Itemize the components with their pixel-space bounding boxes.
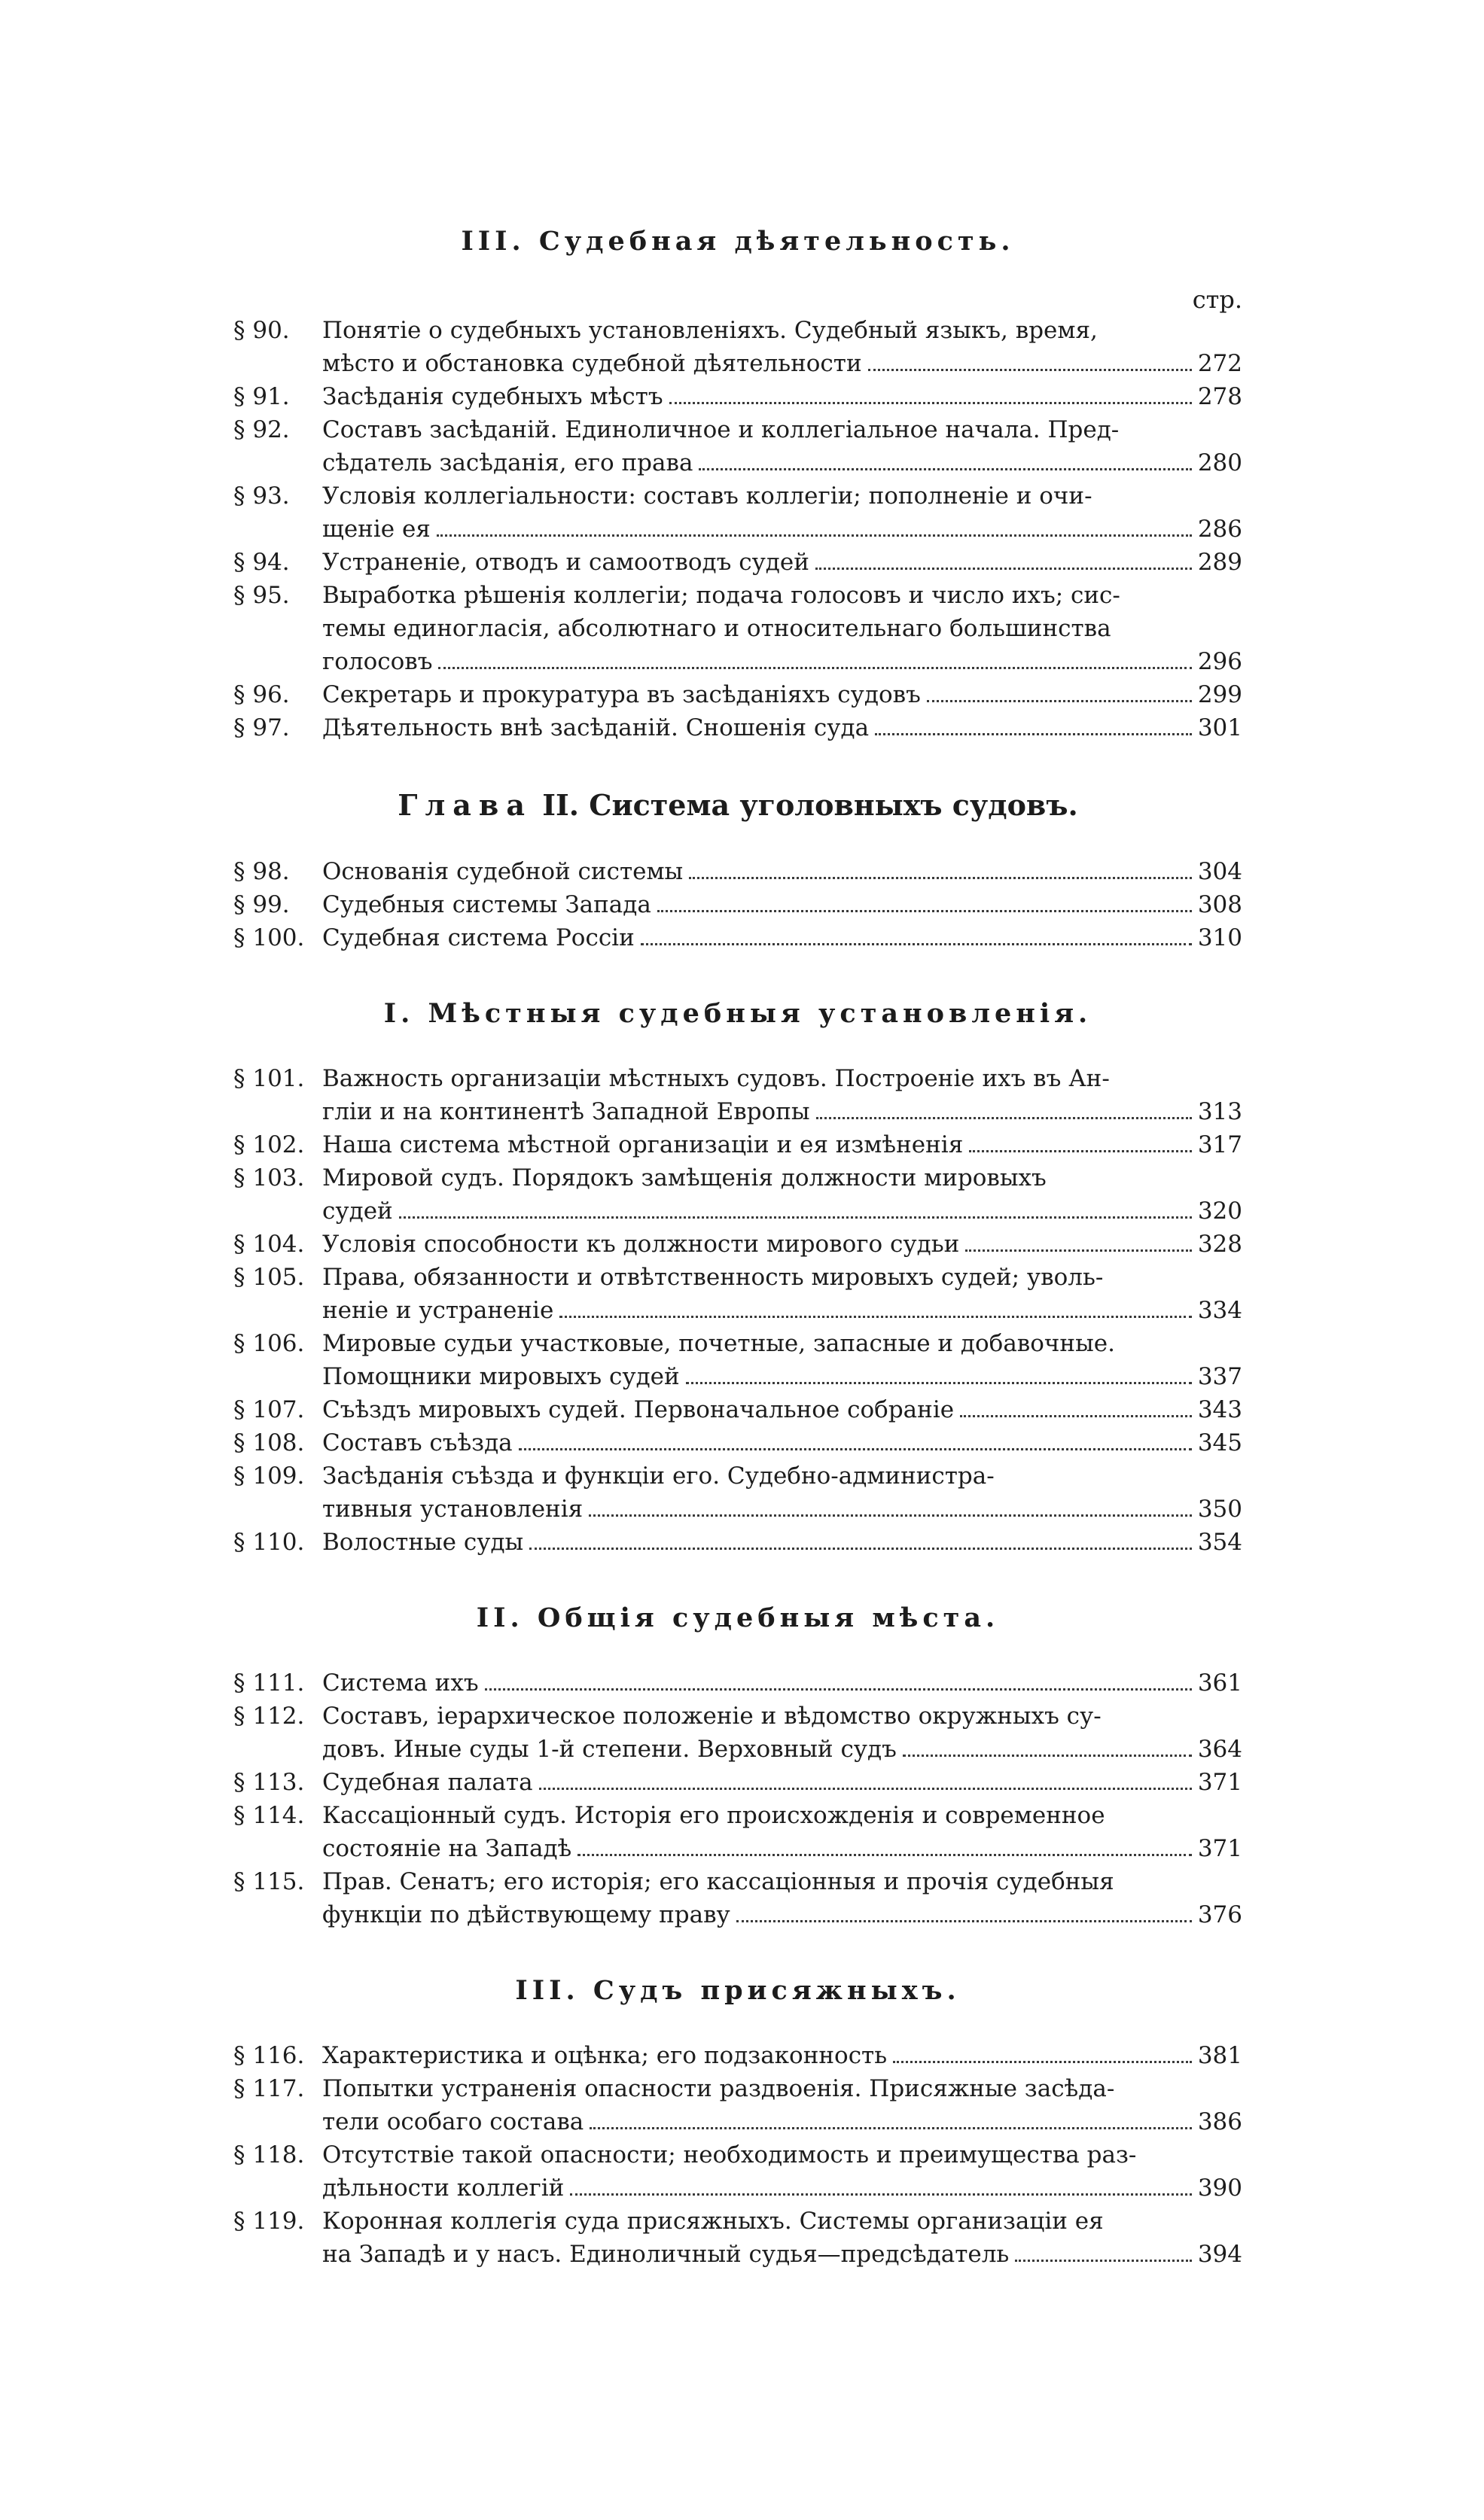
- chapter-label: Глава: [398, 788, 532, 822]
- section-number: § 92.: [233, 416, 290, 443]
- entry-title-text: Засѣданія съѣзда и функціи его. Судебно-администра-: [322, 1462, 995, 1490]
- entry-list: [233, 2039, 1242, 2271]
- entry-title-text: Кассаціонный судъ. Исторія его происхожденія и современное: [322, 1802, 1105, 1829]
- entry-title-text: Попытки устраненія опасности раздвоенія. Присяжные засѣда-: [322, 2075, 1115, 2102]
- section-number: § 110.: [233, 1529, 305, 1556]
- entry-line: [322, 1228, 1242, 1261]
- entry-title-text: Составъ съѣзда: [322, 1429, 513, 1456]
- dot-leader: [960, 1415, 1192, 1417]
- entry-line: [322, 2238, 1242, 2271]
- section-number: § 119.: [233, 2208, 305, 2235]
- page-number: 354: [1197, 1529, 1242, 1556]
- page-number: 296: [1197, 648, 1242, 675]
- entry-line: [322, 888, 1242, 921]
- section-number: § 113.: [233, 1769, 305, 1796]
- entry-line: [322, 855, 1242, 888]
- entry-line: [322, 711, 1242, 744]
- dot-leader: [657, 910, 1192, 912]
- toc-entry: [233, 1426, 1242, 1459]
- entry-body: [322, 855, 1242, 888]
- entry-line: [322, 1666, 1242, 1700]
- toc-entry: [233, 1261, 1242, 1327]
- page-number: 272: [1197, 350, 1242, 377]
- dot-leader: [399, 1216, 1192, 1219]
- entry-body: [322, 380, 1242, 413]
- dot-leader: [529, 1548, 1192, 1550]
- dot-leader: [437, 534, 1192, 537]
- entry-line: [322, 921, 1242, 954]
- entry-title-text: щеніе ея: [322, 516, 431, 543]
- entry-title-text: гліи и на континентѣ Западной Европы: [322, 1098, 810, 1125]
- toc-entry: [233, 1766, 1242, 1799]
- entry-line: [322, 2039, 1242, 2072]
- page-number: 394: [1197, 2241, 1242, 2268]
- entry-body: [322, 2138, 1242, 2205]
- page-number: 390: [1197, 2175, 1242, 2202]
- page-number: 308: [1197, 891, 1242, 918]
- section-number: § 103.: [233, 1164, 305, 1192]
- entry-line: [322, 1898, 1242, 1931]
- entry-line: [322, 380, 1242, 413]
- section-number: § 91.: [233, 383, 290, 410]
- toc-entry: [233, 921, 1242, 954]
- page-number: 299: [1197, 681, 1242, 708]
- page-number: 280: [1197, 449, 1242, 476]
- toc-entry: [233, 579, 1242, 678]
- entry-title-text: на Западѣ и у насъ. Единоличный судья—предсѣдатель: [322, 2241, 1010, 2268]
- toc-entry: [233, 1666, 1242, 1700]
- entry-title-text: Условія коллегіальности: составъ коллегіи; пополненіе и очи-: [322, 482, 1092, 510]
- entry-line: [322, 1733, 1242, 1766]
- entry-title-text: Важность организаціи мѣстныхъ судовъ. Построеніе ихъ въ Ан-: [322, 1065, 1110, 1092]
- entry-body: [322, 921, 1242, 954]
- entry-title-text: Помощники мировыхъ судей: [322, 1363, 680, 1390]
- entry-title-text: Условія способности къ должности мирового судьи: [322, 1231, 960, 1258]
- entry-body: [322, 1261, 1242, 1327]
- entry-line: [322, 1261, 1242, 1294]
- section-number: § 109.: [233, 1462, 305, 1490]
- entry-title-text: Составъ засѣданій. Единоличное и коллегіальное начала. Пред-: [322, 416, 1120, 443]
- entry-body: [322, 579, 1242, 678]
- toc-entry: [233, 855, 1242, 888]
- dot-leader: [485, 1688, 1192, 1691]
- section-number: § 115.: [233, 1868, 305, 1895]
- section-number: § 98.: [233, 858, 290, 885]
- entry-title-text: Мировые судьи участковые, почетные, запасные и добавочные.: [322, 1330, 1115, 1357]
- entry-line: [322, 1327, 1242, 1360]
- entry-line: [322, 1832, 1242, 1865]
- entry-body: [322, 1799, 1242, 1865]
- chapter-name: II. Система уголовныхъ судовъ.: [542, 788, 1078, 822]
- entry-line: [322, 513, 1242, 546]
- entry-line: [322, 1865, 1242, 1898]
- entry-title-text: Судебныя системы Запада: [322, 891, 651, 918]
- chapter-title: [233, 788, 1242, 822]
- section-number: § 93.: [233, 482, 290, 510]
- entry-title-text: Коронная коллегія суда присяжныхъ. Системы организаціи ея: [322, 2208, 1104, 2235]
- entry-title-text: тели особаго состава: [322, 2108, 584, 2135]
- section-number: § 102.: [233, 1131, 305, 1158]
- page-number: 371: [1197, 1835, 1242, 1862]
- entry-list: [233, 1666, 1242, 1931]
- entry-body: [322, 1062, 1242, 1128]
- dot-leader: [539, 1788, 1192, 1790]
- entry-line: [322, 1766, 1242, 1799]
- dot-leader: [519, 1448, 1192, 1450]
- entry-line: [322, 645, 1242, 678]
- entry-line: [322, 479, 1242, 513]
- section-number: § 111.: [233, 1669, 305, 1697]
- dot-leader: [815, 568, 1192, 570]
- entry-title-text: тивныя установленія: [322, 1496, 584, 1523]
- entry-body: [322, 1666, 1242, 1700]
- section-number: § 108.: [233, 1429, 305, 1456]
- section-number: § 96.: [233, 681, 290, 708]
- entry-title-text: Отсутствіе такой опасности; необходимость и преимущества раз-: [322, 2141, 1137, 2168]
- section-title: I. Мѣстныя судебныя установленія.: [383, 998, 1092, 1029]
- entry-title-text: Секретарь и прокуратура въ засѣданіяхъ судовъ: [322, 681, 921, 708]
- section-number: § 104.: [233, 1231, 305, 1258]
- section-number: § 101.: [233, 1065, 305, 1092]
- dot-leader: [903, 1755, 1192, 1757]
- entry-title-text: Судебная палата: [322, 1769, 533, 1796]
- dot-leader: [641, 943, 1192, 945]
- entry-line: [322, 1493, 1242, 1526]
- page-number: 381: [1197, 2042, 1242, 2069]
- toc-entry: [233, 314, 1242, 380]
- entry-line: [322, 446, 1242, 479]
- page-number: 343: [1197, 1396, 1242, 1423]
- table-of-contents: [233, 226, 1242, 2271]
- entry-body: [322, 2205, 1242, 2271]
- toc-entry: [233, 1228, 1242, 1261]
- entry-body: [322, 1327, 1242, 1393]
- page-number: 320: [1197, 1198, 1242, 1225]
- page-column-label: стр.: [1192, 285, 1242, 314]
- dot-leader: [893, 2061, 1192, 2063]
- entry-body: [322, 1228, 1242, 1261]
- toc-entry: [233, 479, 1242, 546]
- entry-title-text: Дѣятельность внѣ засѣданій. Сношенія суда: [322, 714, 870, 741]
- entry-title-text: Прав. Сенатъ; его исторія; его кассаціонныя и прочія судебныя: [322, 1868, 1114, 1895]
- dot-leader: [965, 1249, 1192, 1252]
- dot-leader: [927, 700, 1192, 702]
- entry-title-text: Мировой судъ. Порядокъ замѣщенія должности мировыхъ: [322, 1164, 1047, 1192]
- entry-body: [322, 1426, 1242, 1459]
- dot-leader: [438, 667, 1191, 669]
- entry-list: [233, 314, 1242, 744]
- entry-line: [322, 1161, 1242, 1195]
- entry-body: [322, 2039, 1242, 2072]
- entry-title-text: сѣдатель засѣданія, его права: [322, 449, 693, 476]
- entry-line: [322, 2105, 1242, 2138]
- entry-title-text: Понятіе о судебныхъ установленіяхъ. Судебный языкъ, время,: [322, 317, 1098, 344]
- entry-line: [322, 1426, 1242, 1459]
- entry-line: [322, 612, 1242, 645]
- toc-entry: [233, 1128, 1242, 1161]
- entry-line: [322, 2138, 1242, 2172]
- page-number: 376: [1197, 1901, 1242, 1928]
- section-number: § 105.: [233, 1264, 305, 1291]
- toc-entry: [233, 678, 1242, 711]
- toc-entry: [233, 413, 1242, 479]
- dot-leader: [570, 2193, 1192, 2196]
- entry-list: [233, 1062, 1242, 1559]
- entry-line: [322, 1360, 1242, 1393]
- page-number: 337: [1197, 1363, 1242, 1390]
- toc-entry: [233, 2072, 1242, 2138]
- entry-title-text: Устраненіе, отводъ и самоотводъ судей: [322, 549, 809, 576]
- entry-body: [322, 1865, 1242, 1931]
- entry-line: [322, 1294, 1242, 1327]
- section-number: § 112.: [233, 1703, 305, 1730]
- entry-title-text: состояніе на Западѣ: [322, 1835, 572, 1862]
- entry-title-text: Судебная система Россіи: [322, 924, 635, 951]
- dot-leader: [686, 1382, 1192, 1384]
- toc-entry: [233, 1393, 1242, 1426]
- page-number: 371: [1197, 1769, 1242, 1796]
- entry-body: [322, 1393, 1242, 1426]
- entry-line: [322, 2172, 1242, 2205]
- toc-entry: [233, 1161, 1242, 1228]
- page-number: 350: [1197, 1496, 1242, 1523]
- section-number: § 97.: [233, 714, 290, 741]
- section-number: § 118.: [233, 2141, 305, 2168]
- dot-leader: [868, 369, 1192, 371]
- entry-line: [322, 413, 1242, 446]
- page-number: 317: [1197, 1131, 1242, 1158]
- page-number: 313: [1197, 1098, 1242, 1125]
- toc-entry: [233, 2138, 1242, 2205]
- entry-body: [322, 314, 1242, 380]
- entry-body: [322, 1128, 1242, 1161]
- dot-leader: [875, 733, 1192, 735]
- section-number: § 106.: [233, 1330, 305, 1357]
- entry-title-text: Составъ, іерархическое положеніе и вѣдомство окружныхъ су-: [322, 1703, 1102, 1730]
- entry-line: [322, 579, 1242, 612]
- section-title: III. Судебная дѣятельность.: [461, 226, 1015, 257]
- page-number: 278: [1197, 383, 1242, 410]
- section-title: III. Судъ присяжныхъ.: [515, 1975, 961, 2006]
- page-number: 364: [1197, 1736, 1242, 1763]
- entry-title-text: Выработка рѣшенія коллегіи; подача голосовъ и число ихъ; сис-: [322, 582, 1120, 609]
- entry-line: [322, 1062, 1242, 1095]
- entry-title-text: дѣльности коллегій: [322, 2175, 565, 2202]
- toc-entry: [233, 711, 1242, 744]
- toc-entry: [233, 1700, 1242, 1766]
- entry-title-text: Съѣздъ мировыхъ судей. Первоначальное собраніе: [322, 1396, 955, 1423]
- section-number: § 90.: [233, 317, 290, 344]
- page-number: 301: [1197, 714, 1242, 741]
- page-number: 345: [1197, 1429, 1242, 1456]
- entry-body: [322, 1766, 1242, 1799]
- entry-title-text: Засѣданія судебныхъ мѣстъ: [322, 383, 663, 410]
- toc-entry: [233, 1327, 1242, 1393]
- entry-body: [322, 888, 1242, 921]
- entry-body: [322, 1700, 1242, 1766]
- toc-entry: [233, 1459, 1242, 1526]
- entry-body: [322, 1459, 1242, 1526]
- page-number: 304: [1197, 858, 1242, 885]
- dot-leader: [736, 1920, 1192, 1922]
- entry-body: [322, 678, 1242, 711]
- entry-line: [322, 1526, 1242, 1559]
- entry-body: [322, 1161, 1242, 1228]
- entry-list: [233, 855, 1242, 954]
- entry-line: [322, 2205, 1242, 2238]
- toc-entry: [233, 546, 1242, 579]
- entry-body: [322, 711, 1242, 744]
- section-number: § 94.: [233, 549, 290, 576]
- entry-line: [322, 1459, 1242, 1493]
- dot-leader: [816, 1117, 1192, 1119]
- section-number: § 100.: [233, 924, 305, 951]
- toc-entry: [233, 1062, 1242, 1128]
- entry-line: [322, 347, 1242, 380]
- dot-leader: [669, 402, 1192, 404]
- section-number: § 117.: [233, 2075, 305, 2102]
- entry-title-text: функціи по дѣйствующему праву: [322, 1901, 730, 1928]
- entry-title-text: темы единогласія, абсолютнаго и относительнаго большинства: [322, 615, 1111, 642]
- dot-leader: [577, 1854, 1192, 1856]
- entry-line: [322, 314, 1242, 347]
- entry-title-text: Права, обязанности и отвѣтственность мировыхъ судей; уволь-: [322, 1264, 1104, 1291]
- page-number: 310: [1197, 924, 1242, 951]
- toc-entry: [233, 1526, 1242, 1559]
- entry-title-text: неніе и устраненіе: [322, 1297, 554, 1324]
- entry-body: [322, 479, 1242, 546]
- page-number: 286: [1197, 516, 1242, 543]
- entry-title-text: голосовъ: [322, 648, 433, 675]
- toc-entry: [233, 1865, 1242, 1931]
- entry-title-text: Основанія судебной системы: [322, 858, 684, 885]
- entry-line: [322, 546, 1242, 579]
- toc-entry: [233, 380, 1242, 413]
- toc-entry: [233, 2205, 1242, 2271]
- entry-line: [322, 1393, 1242, 1426]
- page-number: 328: [1197, 1231, 1242, 1258]
- page-number: 386: [1197, 2108, 1242, 2135]
- dot-leader: [969, 1150, 1192, 1152]
- page-number: 289: [1197, 549, 1242, 576]
- section-title: II. Общія судебныя мѣста.: [476, 1602, 1000, 1633]
- entry-line: [322, 1195, 1242, 1228]
- entry-title-text: Система ихъ: [322, 1669, 479, 1697]
- section-number: § 95.: [233, 582, 290, 609]
- dot-leader: [590, 2127, 1192, 2129]
- dot-leader: [589, 1514, 1192, 1517]
- page-number: 361: [1197, 1669, 1242, 1697]
- section-number: § 107.: [233, 1396, 305, 1423]
- entry-title-text: довъ. Иные суды 1-й степени. Верховный судъ: [322, 1736, 897, 1763]
- entry-body: [322, 546, 1242, 579]
- entry-body: [322, 1526, 1242, 1559]
- entry-line: [322, 2072, 1242, 2105]
- section-number: § 99.: [233, 891, 290, 918]
- entry-body: [322, 2072, 1242, 2138]
- entry-body: [322, 413, 1242, 479]
- entry-line: [322, 678, 1242, 711]
- entry-line: [322, 1700, 1242, 1733]
- toc-entry: [233, 1799, 1242, 1865]
- dot-leader: [1015, 2260, 1192, 2262]
- entry-line: [322, 1128, 1242, 1161]
- section-number: § 116.: [233, 2042, 305, 2069]
- toc-entry: [233, 2039, 1242, 2072]
- toc-entry: [233, 888, 1242, 921]
- entry-title-text: Наша система мѣстной организаціи и ея измѣненія: [322, 1131, 964, 1158]
- dot-leader: [689, 877, 1192, 879]
- dot-leader: [559, 1316, 1192, 1318]
- section-number: § 114.: [233, 1802, 305, 1829]
- entry-title-text: мѣсто и обстановка судебной дѣятельности: [322, 350, 862, 377]
- page-number: 334: [1197, 1297, 1242, 1324]
- entry-line: [322, 1799, 1242, 1832]
- entry-title-text: судей: [322, 1198, 393, 1225]
- dot-leader: [699, 468, 1191, 470]
- entry-line: [322, 1095, 1242, 1128]
- entry-title-text: Волостные суды: [322, 1529, 524, 1556]
- entry-title-text: Характеристика и оцѣнка; его подзаконность: [322, 2042, 888, 2069]
